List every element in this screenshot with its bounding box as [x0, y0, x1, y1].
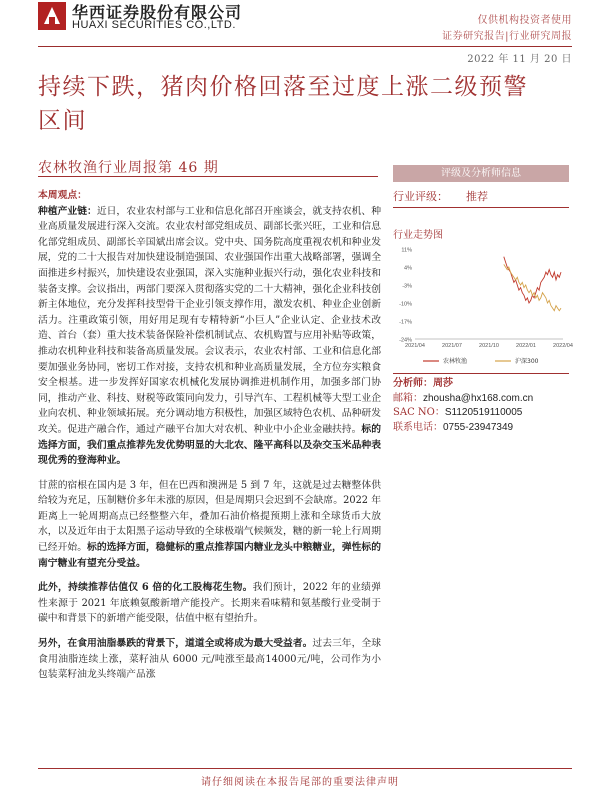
legal-footer: 请仔细阅读在本报告尾部的重要法律声明	[201, 777, 399, 788]
rating-value: 推荐	[466, 190, 488, 203]
title-line-1: 持续下跌，猪肉价格回落至过度上涨二级预警	[38, 74, 528, 100]
analyst-name: 周莎	[433, 378, 453, 389]
paragraph-oil	[38, 636, 381, 683]
y-tick-label: -24%	[399, 337, 412, 344]
x-tick-label: 2021/10	[479, 343, 499, 349]
analyst-email[interactable]: zhousha@hx168.com.cn	[423, 392, 534, 404]
paragraph-planting	[38, 204, 381, 469]
analyst-info	[393, 377, 569, 435]
company-name-en: HUAXI SECURITIES CO.,LTD.	[72, 19, 236, 31]
sac-number: S1120519110005	[444, 407, 523, 418]
title-line-2: 区间	[38, 108, 87, 134]
y-tick-label: 11%	[401, 247, 412, 254]
header-divider	[38, 46, 572, 47]
section-heading: 本周观点：	[38, 190, 87, 201]
paragraph-highlight: 此外，持续推荐估值仅 6 倍的化工股梅花生物。	[38, 582, 253, 594]
paragraph-text: 近日，农业农村部与工业和信息化部召开座谈会，就支持农机、种业高质量发展进行深入交流。农业农村部党组成员、副部长张兴旺，工业和信息化部党组成员、副部长辛国斌出席会议。党中央、国务院高度重视农机和种业发展，党的二十大报告对加快建设制造强国、农业强国作出重大战略部署，强调全面推进乡村振兴，加快建设农业强国，深入实施种业振兴行动，强化农业科技和装备支撑。会议指出，两部门要深入贯彻落实党的二十大精神，强化企业科技创新主体地位，充分发挥科技型骨干企业引领支撑作用，激发农机、种业企业创新活力。注重政策引领，用好用足现有专精特新“小巨人”企业认定、企业技术改造、首台（套）重大技术装备保险补偿机制试点、农机购置与应用补贴等政策，推动农机种业科技和装备高质量发展。会议表示，农业农村部、工业和信息化部要加强业务协同，密切工作对接，支持农机和种业高质量发展，全方位夯实粮食安全根基。进一步发挥好国家农机械化发展协调推进机制作用，加强多部门协同，推动产业、科技、财税等政策同向发力，引导汽车、工程机械等大型工业企业向农机、种业领域拓展。充分调动地方积极性，加强区域特色农机、品种研发攻关。促进产融合作，通过产融平台加大对农机、种业中小企业金融扶持。	[38, 205, 382, 435]
phone-label: 联系电话：	[393, 421, 443, 433]
audience-note: 仅供机构投资者使用	[477, 15, 572, 26]
y-tick-label: -17%	[399, 319, 412, 326]
report-subtitle: 农林牧渔行业周报第 46 期	[38, 160, 219, 176]
report-date: 2022 年 11 月 20 日	[467, 54, 572, 65]
paragraph-text: 过去三年，全球食用油脂连续上涨，菜籽油从 6000 元/吨涨至最高14000元/吨，公司作为小包装菜籽油龙头终端产品涨	[38, 638, 382, 681]
paragraph-lead: 种植产业链：	[38, 205, 97, 217]
rating-box-header: 评级及分析师信息	[393, 165, 569, 182]
rating-divider	[393, 207, 569, 208]
legend-label: 农林牧渔	[443, 358, 468, 365]
report-type: 证券研究报告|行业研究周报	[442, 31, 572, 42]
company-name-cn: 华西证券股份有限公司	[72, 3, 243, 22]
rating-label: 行业评级：	[393, 190, 448, 203]
series-line-2	[504, 264, 561, 310]
analyst-phone: 0755-23947349	[443, 421, 514, 433]
x-tick-label: 2021/07	[442, 343, 462, 349]
x-tick-label: 2021/04	[405, 343, 425, 349]
industry-rating	[393, 188, 569, 204]
email-label: 邮箱：	[393, 392, 423, 404]
page-title	[38, 70, 568, 138]
x-tick-label: 2022/01	[516, 343, 536, 349]
trend-chart-title: 行业走势图	[393, 230, 443, 241]
subtitle-divider	[38, 176, 378, 177]
paragraph-meihua	[38, 580, 381, 627]
paragraph-sugar	[38, 478, 381, 572]
y-tick-label: 4%	[404, 265, 412, 272]
y-tick-label: -3%	[402, 283, 412, 290]
paragraph-highlight: 标的选择方面，稳健标的重点推荐国内糖业龙头中粮糖业，弹性标的南宁糖业有望充分受益。	[38, 542, 382, 569]
x-tick-label: 2022/04	[553, 343, 573, 349]
report-body	[38, 188, 381, 692]
footer-divider	[38, 768, 572, 769]
chart-divider	[393, 373, 569, 374]
industry-trend-chart	[393, 243, 573, 371]
huaxi-logo-icon	[38, 2, 66, 30]
paragraph-highlight: 标的选择方面，我们重点推荐先发优势明显的大北农、隆平高科以及杂交玉米品种表现优秀的登海种业。	[38, 423, 382, 467]
legend-label: 沪深300	[515, 358, 539, 365]
paragraph-text: 我们预计，2022 年的业绩弹性来源于 2021 年底赖氨酸新增产能投产。长期来看味精和氨基酸行业受制于碳中和背景下的新增产能受限，估值中枢有望抬升。	[38, 582, 382, 625]
analyst-label: 分析师：	[393, 378, 433, 389]
sac-label: SAC NO：	[393, 407, 445, 418]
paragraph-highlight: 另外，在食用油脂暴跌的背景下，道道全或将成为最大受益者。	[38, 638, 313, 650]
y-tick-label: -10%	[399, 301, 412, 308]
paragraph-text: 甘蔗的宿根在国内是 3 年，但在巴西和澳洲是 5 到 7 年，这就是过去糖整体供给较为充足，压制糖价多年未涨的原因，但是周期只会迟到不会缺席。2022 年距离上一轮周期高点已经整整六年，叠加石油价格提预期上涨和全球货币大放水，以及近年由于太阳黑子运动导致的全球极端气候频发，糖的新一轮上行周期已经开始。	[38, 479, 381, 554]
